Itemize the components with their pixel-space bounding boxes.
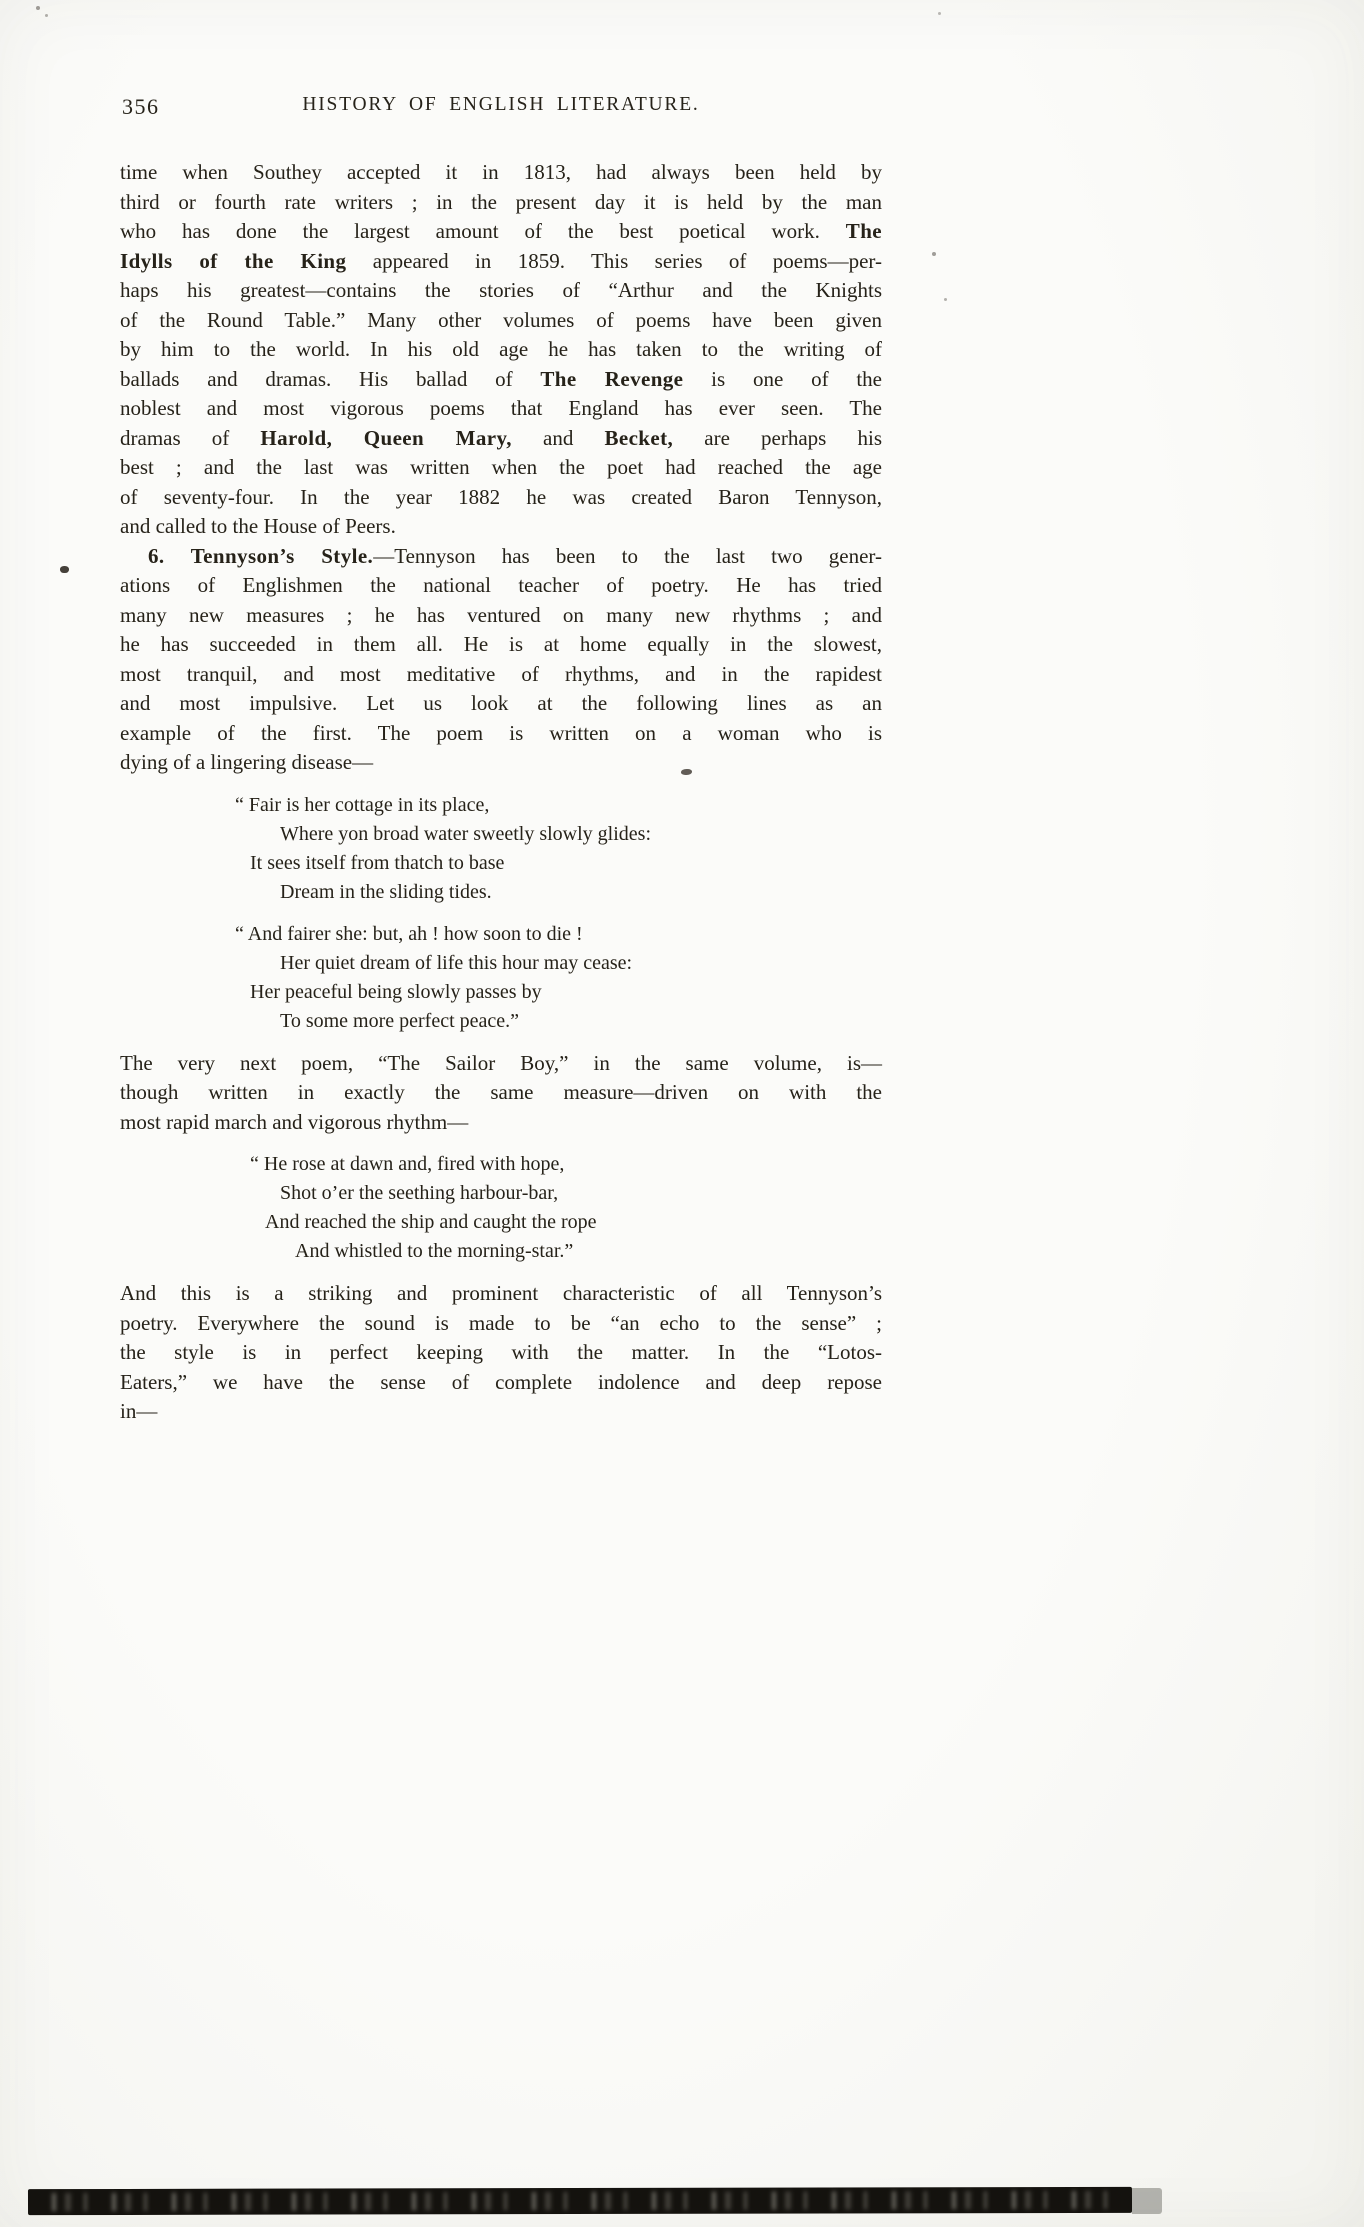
text-line: noblest and most vigorous poems that England has ever seen. The (120, 396, 882, 420)
verse-line: Dream in the sliding tides. (280, 880, 492, 903)
verse-line: It sees itself from thatch to base (250, 851, 505, 874)
text-line: haps his greatest—contains the stories of “Arthur and the Knights (120, 278, 882, 302)
text-line: poetry. Everywhere the sound is made to be “an echo to the sense” ; (120, 1310, 882, 1335)
text-line: the style is in perfect keeping with the matter. In the “Lotos- (120, 1340, 882, 1364)
running-header: HISTORY OF ENGLISH LITERATURE. (302, 94, 700, 115)
verse-line: “ And fairer she: but, ah ! how soon to die ! (235, 922, 583, 945)
verse-line: And reached the ship and caught the rope (265, 1211, 597, 1233)
scan-edge-tail (1132, 2188, 1162, 2214)
ink-speck (938, 12, 941, 15)
scan-edge-next-page (28, 2187, 1132, 2215)
text-line: time when Southey accepted it in 1813, had always been held by (120, 160, 882, 184)
text-line: most rapid march and vigorous rhythm— (120, 1109, 469, 1134)
text-line: dying of a lingering disease— (120, 750, 374, 774)
verse-line: To some more perfect peace.” (280, 1009, 520, 1032)
paragraph (120, 1279, 882, 1427)
text-line: And this is a striking and prominent characteristic of all Tennyson’s (120, 1281, 882, 1305)
text-line: best ; and the last was written when the poet had reached the age (120, 455, 882, 479)
paragraph (120, 542, 882, 778)
text-block (120, 94, 882, 1427)
paragraph (120, 1049, 882, 1138)
text-line: of seventy-four. In the year 1882 he was created Baron Tennyson, (120, 484, 882, 509)
verse-stanza (235, 791, 882, 907)
verse-line: “ He rose at dawn and, fired with hope, (250, 1153, 565, 1175)
verse-line: Shot o’er the seething harbour-bar, (280, 1182, 559, 1204)
page-number: 356 (122, 94, 160, 119)
text-line: The very next poem, “The Sailor Boy,” in the same volume, is— (120, 1050, 882, 1075)
page-header (120, 94, 882, 124)
verse-line: “ Fair is her cottage in its place, (235, 793, 490, 816)
verse-stanza (235, 920, 882, 1036)
text-line: he has succeeded in them all. He is at home equally in the slowest, (120, 632, 882, 656)
text-line: and most impulsive. Let us look at the following lines as an (120, 691, 882, 715)
text-line: third or fourth rate writers ; in the present day it is held by the man (120, 189, 882, 214)
text-line: in— (120, 1399, 158, 1423)
text-line: 6. Tennyson’s Style.—Tennyson has been to the last two gener- (148, 543, 882, 568)
verse-line: Her quiet dream of life this hour may cease: (280, 951, 633, 974)
text-line: Eaters,” we have the sense of complete indolence and deep repose (120, 1369, 882, 1394)
text-line: ballads and dramas. His ballad of The Revenge is one of the (120, 366, 883, 391)
text-line: by him to the world. In his old age he has taken to the writing of (120, 337, 882, 361)
text-line: ations of Englishmen the national teacher of poetry. He has tried (120, 573, 882, 597)
verse-line: Where yon broad water sweetly slowly glides: (280, 822, 652, 845)
text-line: of the Round Table.” Many other volumes of poems have been given (120, 307, 882, 332)
text-line: and called to the House of Peers. (120, 514, 396, 538)
verse-line: And whistled to the morning-star.” (295, 1240, 574, 1262)
verse-stanza (235, 1150, 882, 1266)
ink-speck (681, 769, 692, 775)
text-line: most tranquil, and most meditative of rhythms, and in the rapidest (120, 661, 882, 686)
ink-speck (45, 14, 48, 17)
text-line: many new measures ; he has ventured on many new rhythms ; and (120, 602, 882, 627)
text-line: example of the first. The poem is written on a woman who is (120, 720, 882, 745)
text-line: who has done the largest amount of the best poetical work. The (120, 219, 882, 243)
ink-speck (36, 6, 40, 10)
ink-speck (60, 566, 69, 573)
ink-speck (932, 252, 936, 256)
verse-line: Her peaceful being slowly passes by (250, 980, 542, 1003)
page-content (120, 158, 882, 1427)
text-line: though written in exactly the same measure—driven on with the (120, 1080, 882, 1104)
ink-speck (944, 298, 947, 301)
paragraph (120, 158, 882, 542)
text-line: Idylls of the King appeared in 1859. This series of poems—per- (120, 248, 882, 273)
text-line: dramas of Harold, Queen Mary, and Becket, are perhaps his (120, 425, 882, 450)
